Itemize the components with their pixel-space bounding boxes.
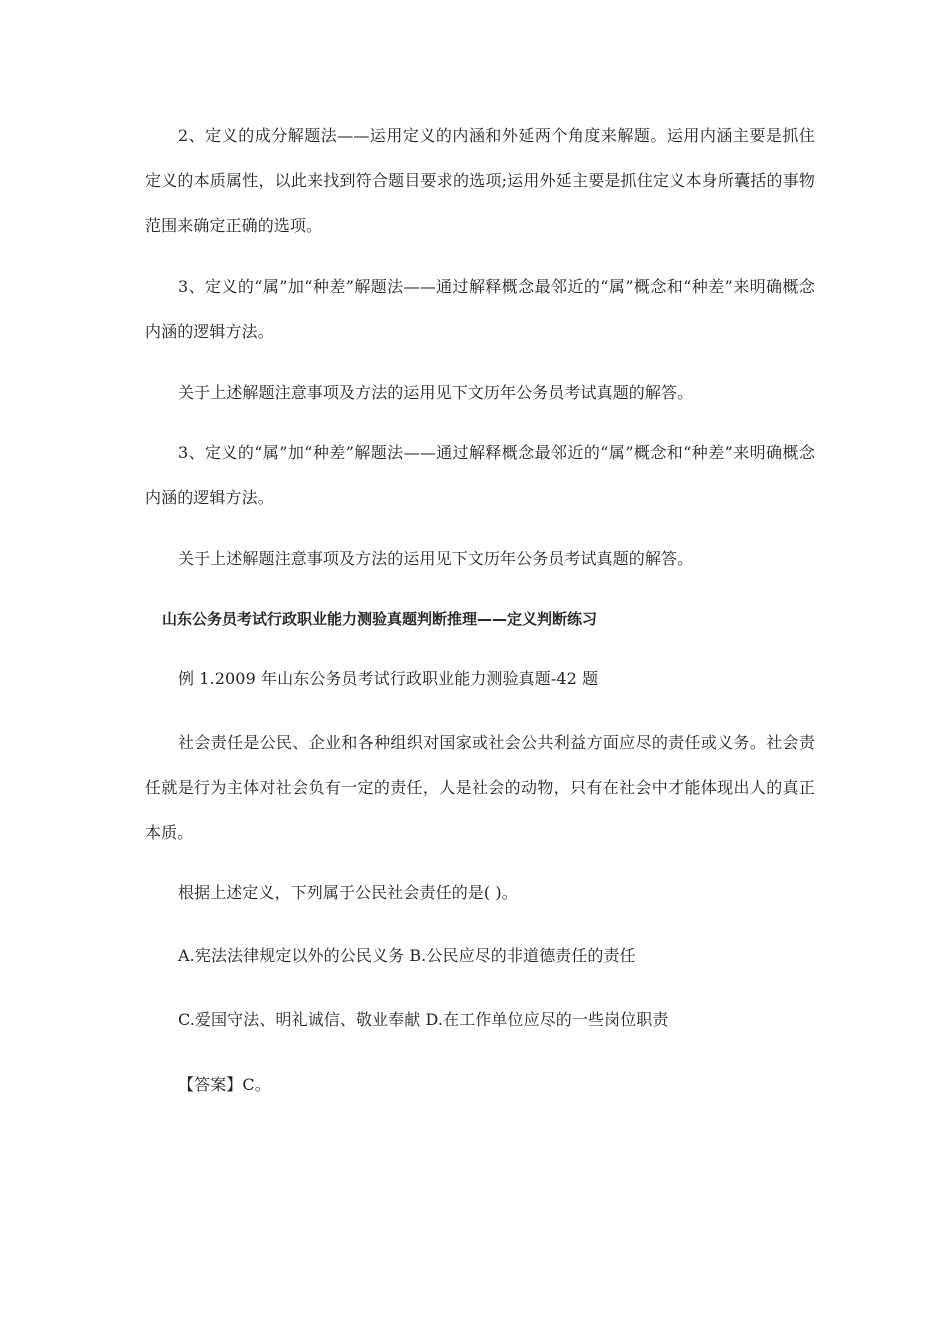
example-stem: 社会责任是公民、企业和各种组织对国家或社会公共利益方面应尽的责任或义务。社会责任就是行为主体对社会负有一定的责任，人是社会的动物，只有在社会中才能体现出人的真正本质。 — [145, 733, 815, 842]
paragraph-genus-differentia-method: 3、定义的“属”加“种差”解题法——通过解释概念最邻近的“属”概念和“种差”来明确概念内涵的逻辑方法。 — [145, 277, 815, 341]
example-question: 根据上述定义，下列属于公民社会责任的是( )。 — [178, 883, 518, 902]
example-title: 例 1.2009 年山东公务员考试行政职业能力测验真题-42 题 — [178, 669, 599, 688]
paragraph-component-method: 2、定义的成分解题法——运用定义的内涵和外延两个角度来解题。运用内涵主要是抓住定义的本质属性，以此来找到符合题目要求的选项;运用外延主要是抓住定义本身所囊括的事物范围来确定正确的选项。 — [145, 126, 815, 235]
paragraph-genus-differentia-method-repeat: 3、定义的“属”加“种差”解题法——通过解释概念最邻近的“属”概念和“种差”来明确概念内涵的逻辑方法。 — [145, 443, 815, 507]
example-options-line-1: A.宪法法律规定以外的公民义务 B.公民应尽的非道德责任的责任 — [178, 946, 636, 965]
paragraph-application-note-repeat: 关于上述解题注意事项及方法的运用见下文历年公务员考试真题的解答。 — [178, 549, 694, 568]
example-answer: 【答案】C。 — [178, 1075, 271, 1094]
section-heading: 山东公务员考试行政职业能力测验真题判断推理——定义判断练习 — [162, 610, 598, 628]
paragraph-application-note: 关于上述解题注意事项及方法的运用见下文历年公务员考试真题的解答。 — [178, 383, 694, 402]
example-options-line-2: C.爱国守法、明礼诚信、敬业奉献 D.在工作单位应尽的一些岗位职责 — [178, 1010, 669, 1029]
